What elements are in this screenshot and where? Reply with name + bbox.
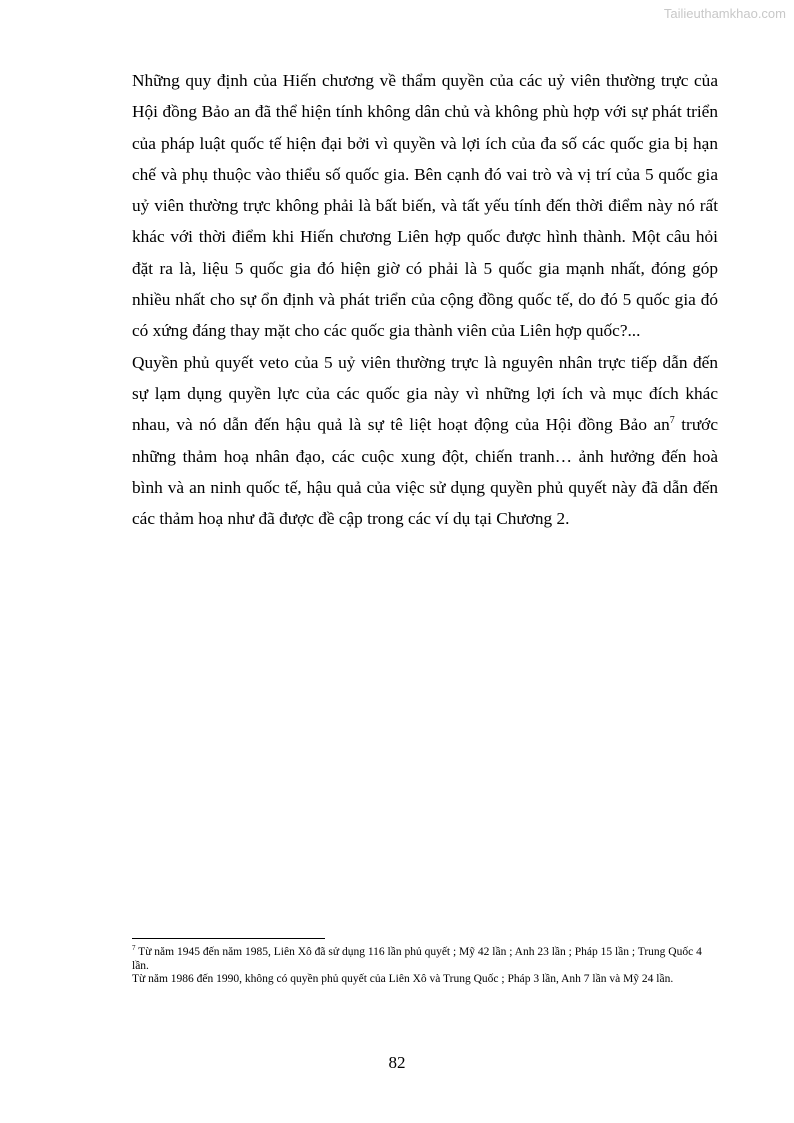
footnote-separator xyxy=(132,938,325,939)
footnote-line-2: Từ năm 1986 đến 1990, không có quyền phủ quyết của Liên Xô và Trung Quốc ; Pháp 3 lần, Anh 7 lần và Mỹ 24 lần. xyxy=(132,973,674,985)
footnote-number: 7 xyxy=(132,944,136,953)
footnote-line-1 xyxy=(132,946,718,973)
paragraph-2 xyxy=(132,347,718,535)
body-text xyxy=(132,65,718,534)
footnote-text-1: Từ năm 1945 đến năm 1985, Liên Xô đã sử dụng 116 lần phủ quyết ; Mỹ 42 lần ; Anh 23 lần ; Pháp 15 lần ; Trung Quốc 4 lần. xyxy=(132,946,702,972)
paragraph-2-text-b: trước những thảm hoạ nhân đạo, các cuộc xung đột, chiến tranh… ảnh hưởng đến hoà bình và an ninh quốc tế, hậu quả của việc sử dụng quyền phủ quyết này đã dẫn đến các thảm hoạ như đã được đề cập trong các ví dụ tại Chương 2. xyxy=(132,415,718,529)
paragraph-2-text-a: Quyền phủ quyết veto của 5 uỷ viên thường trực là nguyên nhân trực tiếp dẫn đến sự lạm dụng quyền lực của các quốc gia này vì những lợi ích và mục đích khác nhau, và nó dẫn đến hậu quả là sự tê liệt hoạt động của Hội đồng Bảo an xyxy=(132,352,718,435)
watermark: Tailieuthamkhao.com xyxy=(663,6,786,21)
footnote-reference[interactable]: 7 xyxy=(669,415,675,427)
footnote xyxy=(132,946,718,987)
page-number: 82 xyxy=(388,1053,406,1072)
paragraph-1: Những quy định của Hiến chương về thẩm quyền của các uỷ viên thường trực của Hội đồng Bảo an đã thể hiện tính không dân chủ và không phù hợp với sự phát triển của pháp luật quốc tế hiện đại bởi vì quyền và lợi ích của đa số các quốc gia bị hạn chế và phụ thuộc vào thiểu số quốc gia. Bên cạnh đó vai trò và vị trí của 5 quốc gia uỷ viên thường trực không phải là bất biến, và tất yếu tính đến thời điểm này nó rất khác với thời điểm khi Hiến chương Liên hợp quốc được hình thành. Một câu hỏi đặt ra là, liệu 5 quốc gia đó hiện giờ có phải là 5 quốc gia mạnh nhất, đóng góp nhiều nhất cho sự ổn định và phát triển của cộng đồng quốc tế, do đó 5 quốc gia đó có xứng đáng thay mặt cho các quốc gia thành viên của Liên hợp quốc?... xyxy=(132,71,718,341)
